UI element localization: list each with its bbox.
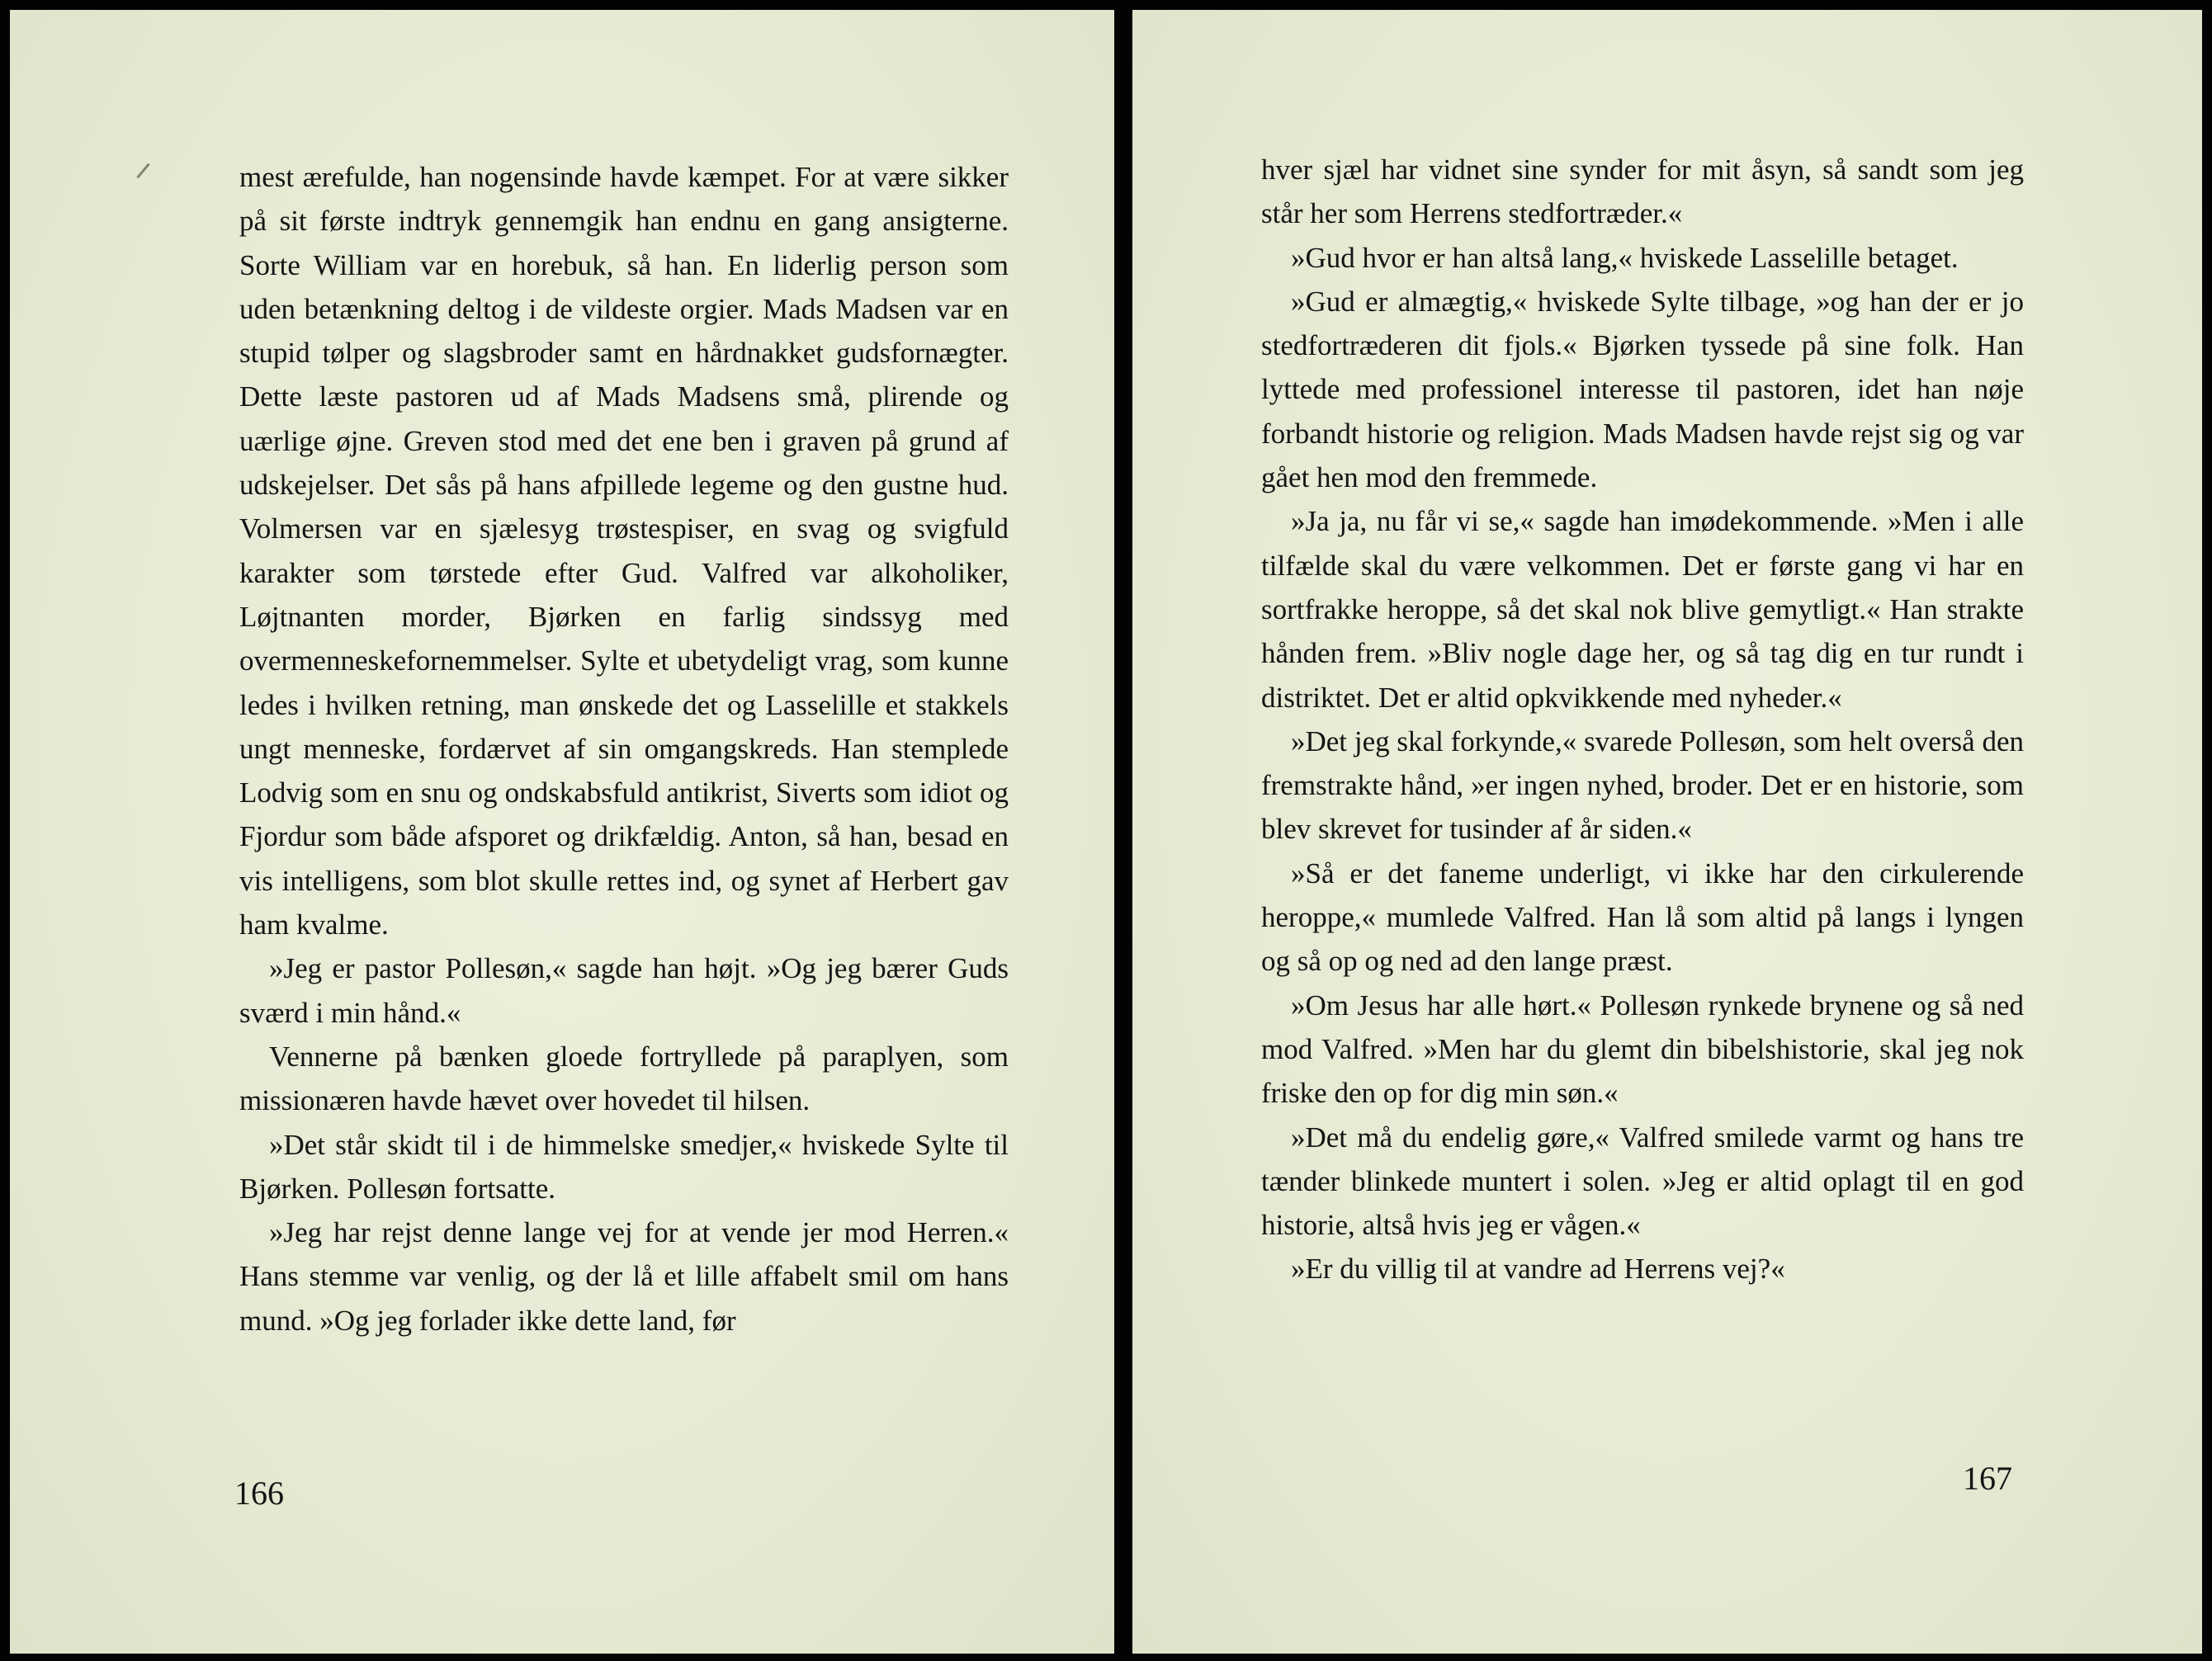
- paragraph: »Så er det faneme underligt, vi ikke har den cirkulerende heroppe,« mumlede Valfred. Han lå som altid på langs i lyngen og så op og ned ad den lange præst.: [1261, 856, 2024, 978]
- left-page: [10, 10, 1114, 1654]
- paragraph: »Det jeg skal forkynde,« svarede Pollesøn, som helt overså den fremstrakte hånd, »er ingen nyhed, broder. Det er en historie, som blev skrevet for tusinder af år siden.«: [1261, 724, 2024, 846]
- paragraph: »Det står skidt til i de himmelske smedjer,« hviskede Sylte til Bjørken. Pollesøn fortsatte.: [239, 1128, 1009, 1205]
- paragraph: hver sjæl har vidnet sine synder for mit åsyn, så sandt som jeg står her som Herrens stedfortræder.«: [1261, 153, 2024, 230]
- paragraph: »Ja ja, nu får vi se,« sagde han imødekommende. »Men i alle tilfælde skal du være velkommen. Det er første gang vi har en sortfrakke heroppe, så det skal nok blive gemytligt.« Han strakte hånden frem. »Bliv nogle dage her, og så tag dig en tur rundt i distriktet. Det er altid opkvikkende med nyheder.«: [1261, 505, 2024, 714]
- paragraph: »Er du villig til at vandre ad Herrens vej?«: [1291, 1253, 1785, 1286]
- paragraph: »Om Jesus har alle hørt.« Pollesøn rynkede brynene og så ned mod Valfred. »Men har du glemt din bibelshistorie, skal jeg nok friske den op for dig min søn.«: [1261, 989, 2024, 1110]
- paragraph: »Jeg er pastor Pollesøn,« sagde han højt. »Og jeg bærer Guds sværd i min hånd.«: [239, 952, 1009, 1029]
- page-number: 167: [1963, 1460, 2012, 1497]
- page-number: 166: [234, 1475, 284, 1512]
- paragraph: »Gud er almægtig,« hviskede Sylte tilbage, »og han der er jo stedfortræderen dit fjols.« Bjørken tyssede på sine folk. Han lyttede med professionel interesse til pastoren, idet han nøje forbandt historie og religion. Mads Madsen havde rejst sig og var gået hen mod den fremmede.: [1261, 285, 2024, 494]
- left-page-text: [239, 155, 1009, 1342]
- right-page-text: [1261, 148, 2024, 1291]
- paragraph: »Gud hvor er han altså lang,« hviskede Lasselille betaget.: [1291, 241, 1959, 274]
- right-page: [1132, 10, 2202, 1654]
- paragraph: »Jeg har rejst denne lange vej for at vende jer mod Herren.« Hans stemme var venlig, og der lå et lille affabelt smil om hans mund. »Og jeg forlader ikke dette land, før: [239, 1216, 1009, 1337]
- paragraph: »Det må du endelig gøre,« Valfred smilede varmt og hans tre tænder blinkede muntert i solen. »Jeg er altid oplagt til en god historie, altså hvis jeg er vågen.«: [1261, 1121, 2024, 1242]
- paragraph: mest ærefulde, han nogensinde havde kæmpet. For at være sikker på sit første indtryk gennemgik han endnu en gang ansigterne. Sorte William var en horebuk, så han. En liderlig person som uden betænkning deltog i de vildeste orgier. Mads Madsen var en stupid tølper og slagsbroder samt en hårdnakket gudsfornægter. Dette læste pastoren ud af Mads Madsens små, plirende og uærlige øjne. Greven stod med det ene ben i graven på grund af udskejelser. Det sås på hans afpillede legeme og den gustne hud. Volmersen var en sjælesyg trøstespiser, en svag og svigfuld karakter som tørstede efter Gud. Valfred var alkoholiker, Løjtnanten morder, Bjørken en farlig sindssyg med overmenneskefornemmelser. Sylte et ubetydeligt vrag, som kunne ledes i hvilken retning, man ønskede det og Lasselille et stakkels ungt menneske, fordærvet af sin omgangskreds. Han stemplede Lodvig som en snu og ondskabsfuld antikrist, Siverts som idiot og Fjordur som både afsporet og drikfældig. Anton, så han, besad en vis intelligens, som blot skulle rettes ind, og synet af Herbert gav ham kvalme.: [239, 161, 1009, 941]
- pencil-mark: [136, 163, 149, 179]
- paragraph: Vennerne på bænken gloede fortryllede på paraplyen, som missionæren havde hævet over hovedet til hilsen.: [239, 1040, 1009, 1117]
